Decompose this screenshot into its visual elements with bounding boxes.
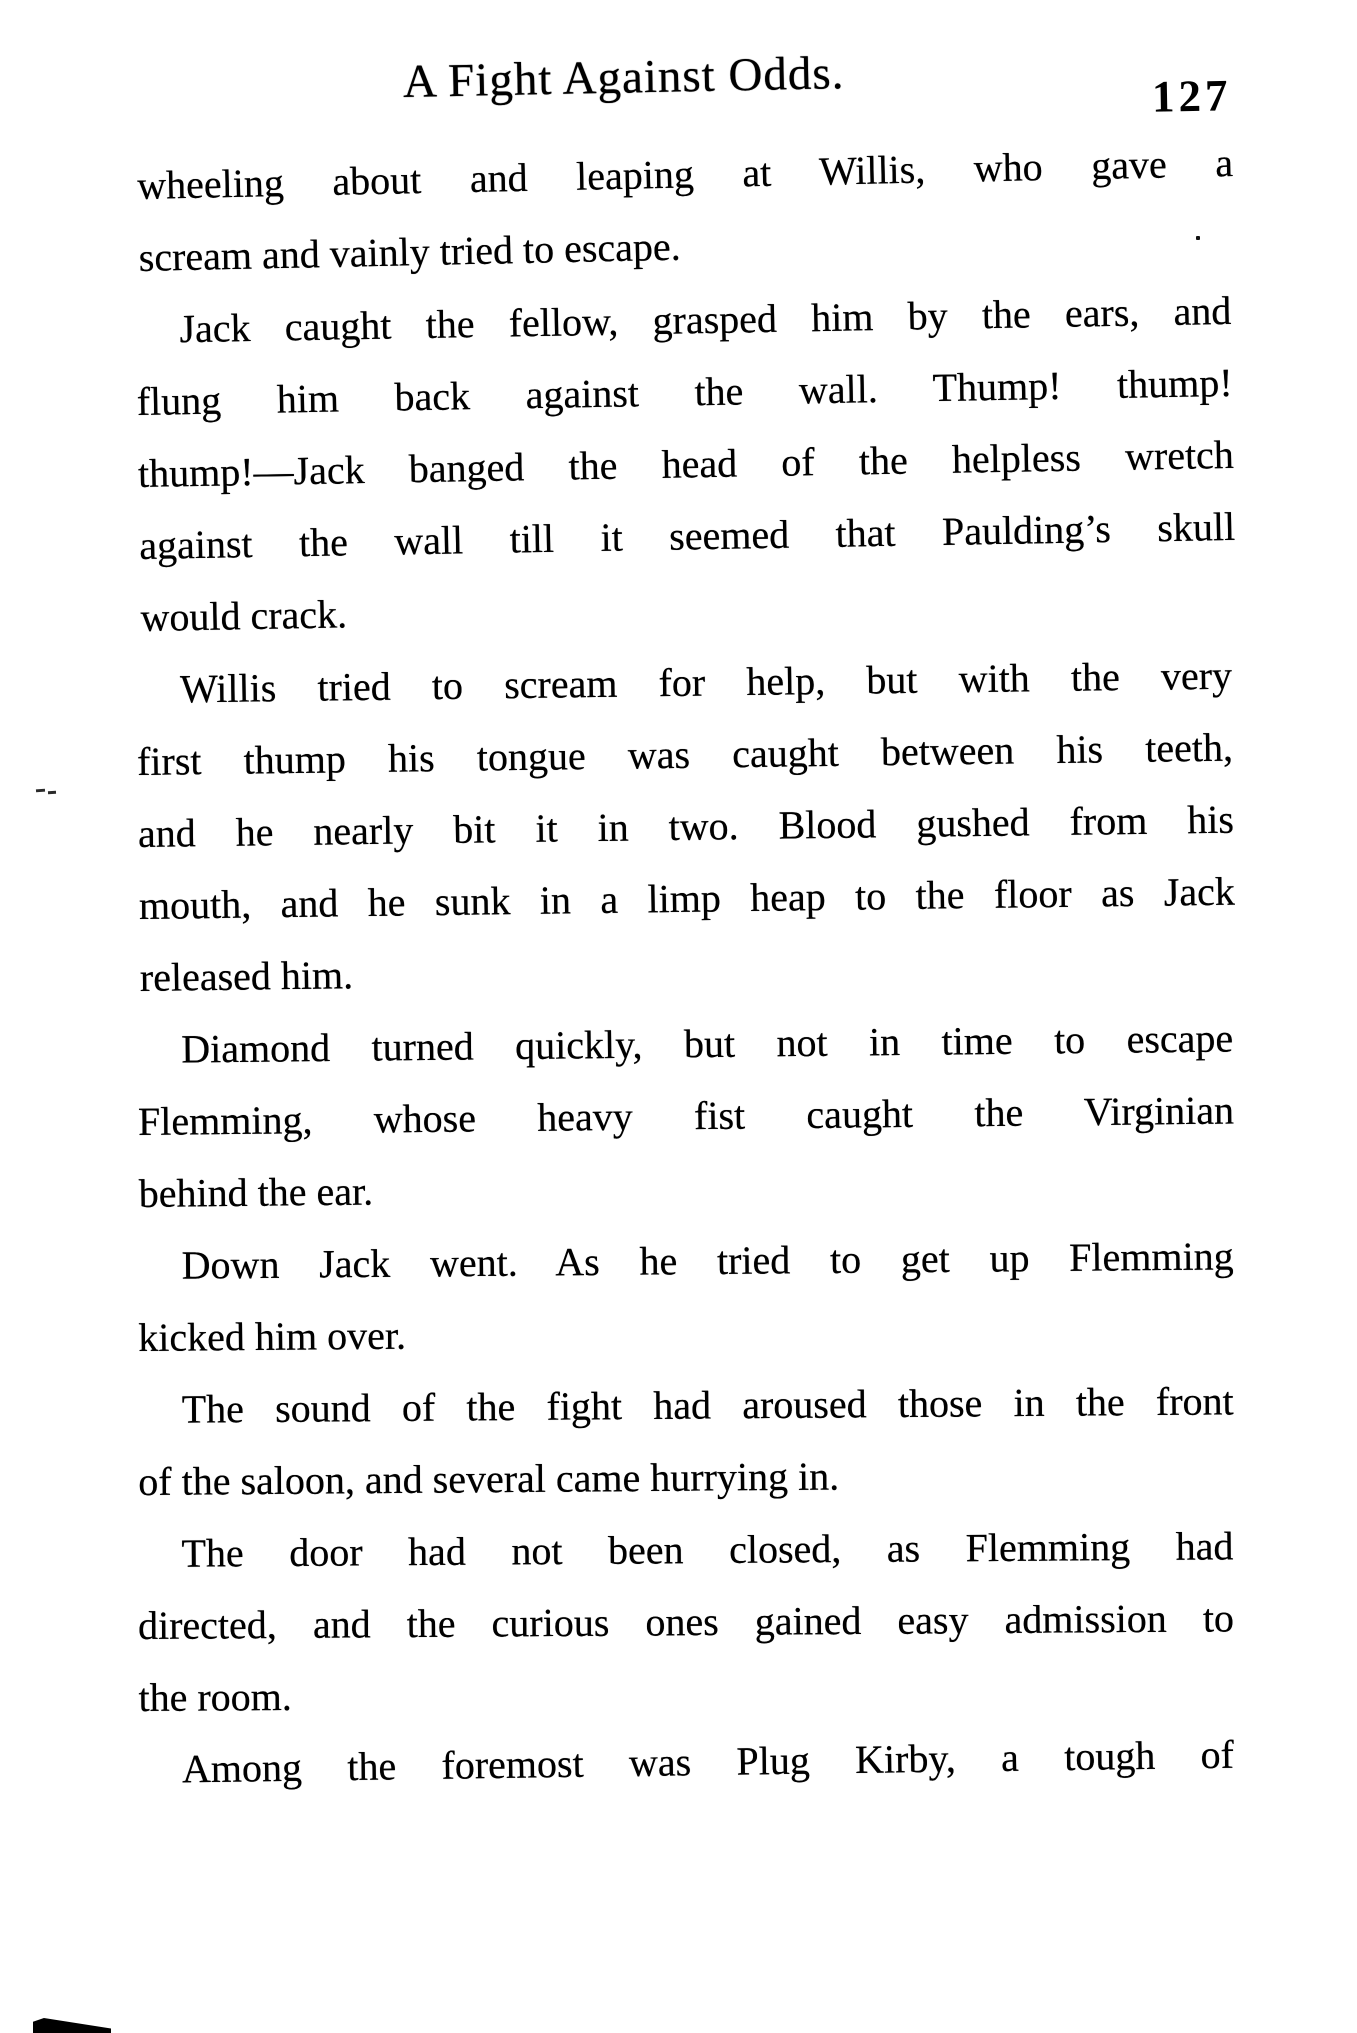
- page-title: A Fight Against Odds.: [402, 47, 845, 108]
- text-line: Jack caught the fellow, grasped him by the ears, and: [179, 287, 1232, 352]
- text-line: mouth, and he sunk in a limp heap to the floor as Jack: [138, 868, 1236, 928]
- text-line: released him.: [139, 952, 354, 1000]
- paragraph: [136, 127, 1235, 294]
- paragraph: [137, 1510, 1234, 1734]
- paragraph: [136, 640, 1237, 1014]
- text-line: Among the foremost was Plug Kirby, a tough of: [181, 1731, 1235, 1792]
- text-line: flung him back against the wall. Thump! thump!: [136, 359, 1233, 425]
- running-head: [0, 0, 1357, 140]
- page-number: 127: [1151, 70, 1232, 122]
- paragraph: [137, 1365, 1234, 1518]
- text-line: first thump his tongue was caught between his teeth,: [136, 724, 1234, 785]
- text-line: directed, and the curious ones gained easy admission to: [137, 1595, 1235, 1648]
- text-line: Willis tried to scream for help, but with the very: [179, 652, 1233, 712]
- scan-smudge-bottom-left: [33, 2018, 111, 2033]
- text-line: would crack.: [140, 591, 348, 640]
- text-line: and he nearly bit it in two. Blood gushed from his: [137, 796, 1235, 856]
- paragraph: [137, 1220, 1234, 1374]
- text-line: the room.: [138, 1673, 292, 1720]
- paragraph: [137, 1719, 1234, 1806]
- text-line: Diamond turned quickly, but not in time to escape: [181, 1015, 1234, 1072]
- paragraph: [137, 1003, 1235, 1230]
- scan-speck: [1196, 236, 1200, 240]
- text-line: kicked him over.: [138, 1312, 407, 1360]
- text-line: of the saloon, and several came hurrying in.: [138, 1453, 840, 1504]
- text-line: scream and vainly tried to escape.: [138, 223, 682, 280]
- text-line: thump!—Jack banged the head of the helpless wretch: [137, 431, 1235, 496]
- text-line: Flemming, whose heavy fist caught the Virginian: [137, 1087, 1235, 1144]
- paragraph: [135, 275, 1237, 654]
- scan-speck: [48, 791, 56, 794]
- text-line: against the wall till it seemed that Paulding’s skull: [138, 503, 1236, 568]
- text-line: The sound of the fight had aroused those in the front: [181, 1378, 1234, 1432]
- text-line: behind the ear.: [138, 1168, 374, 1216]
- scan-speck: [36, 789, 45, 793]
- text-line: Down Jack went. As he tried to get up Flemming: [181, 1233, 1234, 1288]
- text-line: The door had not been closed, as Flemming had: [181, 1523, 1234, 1576]
- text-line: wheeling about and leaping at Willis, who gave a: [136, 140, 1234, 209]
- body-text: [136, 140, 1236, 1806]
